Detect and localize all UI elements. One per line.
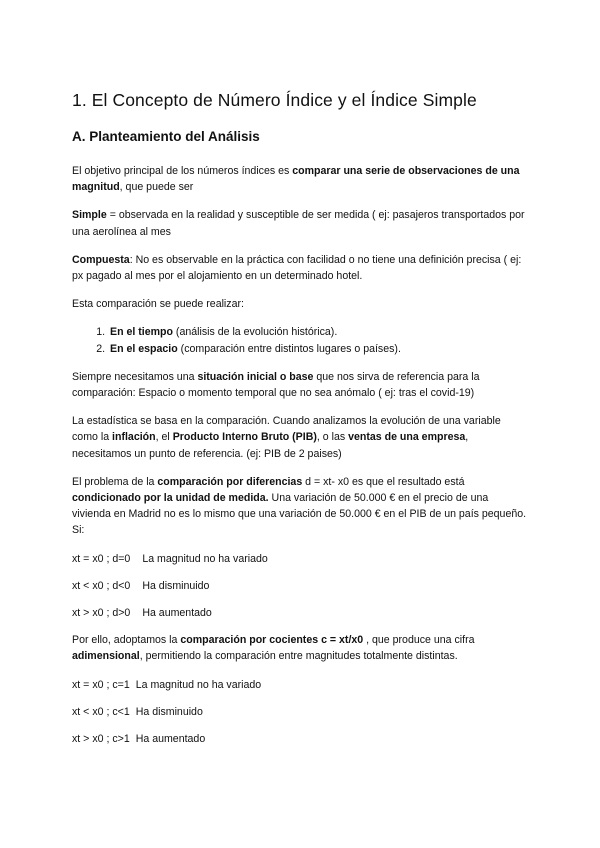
difference-case: xt < x0 ; d<0 Ha disminuido — [72, 579, 210, 592]
paragraph-ratio-comparison: Por ello, adoptamos la comparación por cocientes c = xt/x0 , que produce una cifra adimensional, permitiendo la comparación entre magnitudes totalmente distintas. — [72, 634, 475, 663]
section-heading: A. Planteamiento del Análisis — [72, 129, 260, 144]
ratio-case: xt > x0 ; c>1 Ha aumentado — [72, 733, 206, 746]
page-title: 1. El Concepto de Número Índice y el Índice Simple — [72, 90, 477, 110]
comparison-list — [72, 324, 528, 356]
paragraph-difference-problem: El problema de la comparación por diferencias d = xt- x0 es que el resultado está condicionado por la unidad de medida. Una variación de 50.000 € en el precio de una vivienda en Madrid no es lo mismo que una variación de 50.000 € en el PIB de un país pequeño. Si: — [72, 475, 527, 537]
list-item: 1. En el tiempo (análisis de la evolución histórica). — [108, 324, 528, 340]
difference-case: xt = x0 ; d=0 La magnitud no ha variado — [72, 552, 268, 565]
difference-case: xt > x0 ; d>0 Ha aumentado — [72, 607, 212, 620]
paragraph-objective: El objetivo principal de los números índices es comparar una serie de observaciones de una magnitud, que puede ser — [72, 165, 520, 194]
list-item: 2. En el espacio (comparación entre distintos lugares o países). — [108, 341, 528, 357]
paragraph-simple: Simple = observada en la realidad y susceptible de ser medida ( ej: pasajeros transportados por una aerolínea al mes — [72, 209, 525, 238]
paragraph-base-situation: Siempre necesitamos una situación inicial o base que nos sirva de referencia para la comparación: Espacio o momento temporal que no sea anómalo ( ej: tras el covid-19) — [72, 370, 480, 400]
paragraph-statistics: La estadística se basa en la comparación. Cuando analizamos la evolución de una variable como la inflación, el Producto Interno Bruto (PIB), o las ventas de una empresa, necesitamos un punto de referencia. (ej: PIB de 2 paises) — [72, 415, 501, 460]
ratio-case: xt < x0 ; c<1 Ha disminuido — [72, 705, 203, 718]
ratio-case: xt = x0 ; c=1 La magnitud no ha variado — [72, 678, 262, 691]
paragraph-comparison-intro: Esta comparación se puede realizar: — [72, 298, 244, 311]
paragraph-compuesta: Compuesta: No es observable en la práctica con facilidad o no tiene una definición precisa ( ej: px pagado al mes por el alojamiento en un determinado hotel. — [72, 253, 522, 283]
